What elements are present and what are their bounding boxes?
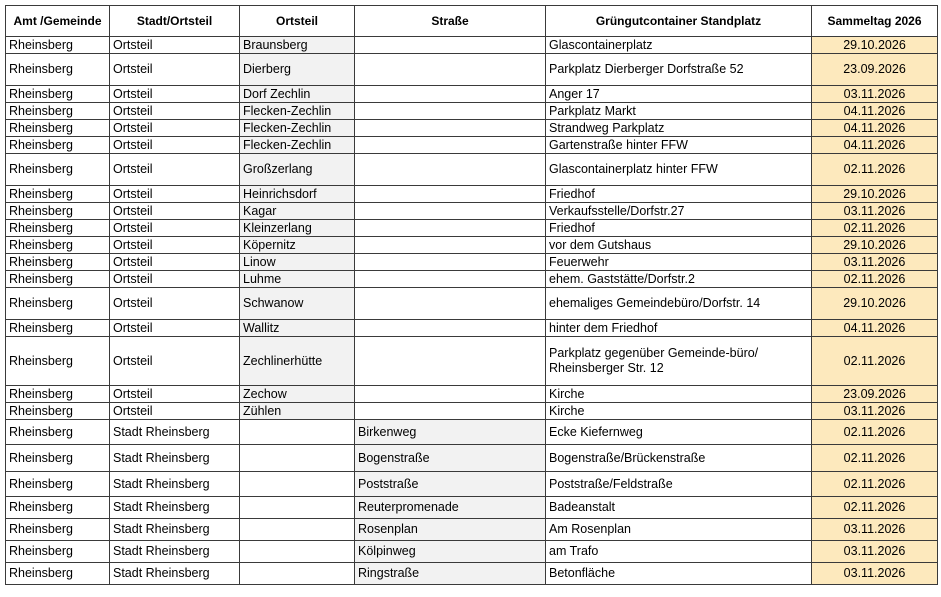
header-row: [6, 6, 938, 37]
cell-ortsteil: [240, 445, 355, 472]
cell-stadt-ortsteil: Ortsteil: [110, 186, 240, 203]
cell-ortsteil: Luhme: [240, 271, 355, 288]
cell-strasse: Poststraße: [355, 472, 546, 497]
cell-sammeltag: 02.11.2026: [812, 472, 938, 497]
cell-standplatz: Strandweg Parkplatz: [546, 120, 812, 137]
cell-standplatz: Betonfläche: [546, 563, 812, 585]
cell-stadt-ortsteil: Ortsteil: [110, 137, 240, 154]
cell-standplatz: Kirche: [546, 403, 812, 420]
table-body: [6, 37, 938, 585]
cell-strasse: [355, 137, 546, 154]
cell-strasse: [355, 237, 546, 254]
cell-stadt-ortsteil: Ortsteil: [110, 271, 240, 288]
cell-stadt-ortsteil: Ortsteil: [110, 203, 240, 220]
cell-stadt-ortsteil: Stadt Rheinsberg: [110, 472, 240, 497]
col-header-sammeltag: Sammeltag 2026: [812, 6, 938, 37]
cell-stadt-ortsteil: Ortsteil: [110, 237, 240, 254]
col-header-standplatz: Grüngutcontainer Standplatz: [546, 6, 812, 37]
cell-ortsteil: Flecken-Zechlin: [240, 120, 355, 137]
cell-stadt-ortsteil: Stadt Rheinsberg: [110, 541, 240, 563]
cell-ortsteil: [240, 497, 355, 519]
table-row: [6, 120, 938, 137]
cell-strasse: [355, 154, 546, 186]
cell-amt: Rheinsberg: [6, 254, 110, 271]
table-row: [6, 497, 938, 519]
cell-ortsteil: Großzerlang: [240, 154, 355, 186]
cell-amt: Rheinsberg: [6, 519, 110, 541]
cell-strasse: Rosenplan: [355, 519, 546, 541]
table-row: [6, 563, 938, 585]
table-row: [6, 254, 938, 271]
cell-sammeltag: 03.11.2026: [812, 203, 938, 220]
cell-amt: Rheinsberg: [6, 320, 110, 337]
cell-sammeltag: 03.11.2026: [812, 403, 938, 420]
cell-stadt-ortsteil: Ortsteil: [110, 54, 240, 86]
cell-sammeltag: 29.10.2026: [812, 237, 938, 254]
table-row: [6, 186, 938, 203]
cell-stadt-ortsteil: Ortsteil: [110, 403, 240, 420]
cell-sammeltag: 29.10.2026: [812, 186, 938, 203]
cell-amt: Rheinsberg: [6, 103, 110, 120]
cell-ortsteil: Köpernitz: [240, 237, 355, 254]
cell-ortsteil: Zechow: [240, 386, 355, 403]
cell-standplatz: Parkplatz gegenüber Gemeinde-büro/ Rheinsberger Str. 12: [546, 337, 812, 386]
cell-stadt-ortsteil: Ortsteil: [110, 120, 240, 137]
cell-ortsteil: [240, 541, 355, 563]
cell-sammeltag: 29.10.2026: [812, 37, 938, 54]
table-row: [6, 203, 938, 220]
cell-ortsteil: Flecken-Zechlin: [240, 137, 355, 154]
cell-ortsteil: Braunsberg: [240, 37, 355, 54]
cell-sammeltag: 02.11.2026: [812, 497, 938, 519]
cell-amt: Rheinsberg: [6, 220, 110, 237]
cell-stadt-ortsteil: Ortsteil: [110, 254, 240, 271]
cell-standplatz: Badeanstalt: [546, 497, 812, 519]
cell-strasse: [355, 386, 546, 403]
col-header-strasse: Straße: [355, 6, 546, 37]
cell-strasse: [355, 37, 546, 54]
cell-strasse: [355, 271, 546, 288]
cell-ortsteil: Wallitz: [240, 320, 355, 337]
cell-sammeltag: 23.09.2026: [812, 386, 938, 403]
cell-standplatz: Am Rosenplan: [546, 519, 812, 541]
cell-stadt-ortsteil: Ortsteil: [110, 37, 240, 54]
cell-standplatz: ehemaliges Gemeindebüro/Dorfstr. 14: [546, 288, 812, 320]
cell-amt: Rheinsberg: [6, 137, 110, 154]
cell-amt: Rheinsberg: [6, 271, 110, 288]
cell-standplatz: vor dem Gutshaus: [546, 237, 812, 254]
table-row: [6, 237, 938, 254]
cell-strasse: [355, 254, 546, 271]
cell-ortsteil: Zechlinerhütte: [240, 337, 355, 386]
cell-standplatz: Parkplatz Dierberger Dorfstraße 52: [546, 54, 812, 86]
cell-standplatz: Parkplatz Markt: [546, 103, 812, 120]
collection-schedule-table: [5, 5, 938, 585]
cell-strasse: Reuterpromenade: [355, 497, 546, 519]
cell-amt: Rheinsberg: [6, 154, 110, 186]
cell-sammeltag: 04.11.2026: [812, 103, 938, 120]
cell-stadt-ortsteil: Stadt Rheinsberg: [110, 519, 240, 541]
table-row: [6, 420, 938, 445]
cell-amt: Rheinsberg: [6, 186, 110, 203]
cell-stadt-ortsteil: Ortsteil: [110, 220, 240, 237]
cell-sammeltag: 03.11.2026: [812, 254, 938, 271]
cell-sammeltag: 04.11.2026: [812, 120, 938, 137]
cell-standplatz: Gartenstraße hinter FFW: [546, 137, 812, 154]
table-row: [6, 86, 938, 103]
cell-strasse: [355, 120, 546, 137]
cell-strasse: [355, 288, 546, 320]
cell-sammeltag: 02.11.2026: [812, 154, 938, 186]
cell-strasse: Birkenweg: [355, 420, 546, 445]
cell-ortsteil: Dorf Zechlin: [240, 86, 355, 103]
cell-amt: Rheinsberg: [6, 563, 110, 585]
cell-amt: Rheinsberg: [6, 420, 110, 445]
table-row: [6, 137, 938, 154]
cell-amt: Rheinsberg: [6, 403, 110, 420]
cell-ortsteil: Schwanow: [240, 288, 355, 320]
cell-stadt-ortsteil: Stadt Rheinsberg: [110, 497, 240, 519]
cell-strasse: [355, 186, 546, 203]
table-row: [6, 337, 938, 386]
cell-strasse: [355, 220, 546, 237]
cell-sammeltag: 02.11.2026: [812, 420, 938, 445]
cell-amt: Rheinsberg: [6, 54, 110, 86]
cell-sammeltag: 02.11.2026: [812, 337, 938, 386]
cell-stadt-ortsteil: Stadt Rheinsberg: [110, 420, 240, 445]
cell-strasse: Kölpinweg: [355, 541, 546, 563]
table-row: [6, 37, 938, 54]
table-row: [6, 541, 938, 563]
col-header-ortsteil: Ortsteil: [240, 6, 355, 37]
cell-sammeltag: 03.11.2026: [812, 519, 938, 541]
cell-amt: Rheinsberg: [6, 386, 110, 403]
cell-amt: Rheinsberg: [6, 472, 110, 497]
cell-sammeltag: 23.09.2026: [812, 54, 938, 86]
table-row: [6, 320, 938, 337]
cell-standplatz: hinter dem Friedhof: [546, 320, 812, 337]
cell-ortsteil: Zühlen: [240, 403, 355, 420]
cell-ortsteil: Kagar: [240, 203, 355, 220]
cell-standplatz: am Trafo: [546, 541, 812, 563]
table-row: [6, 220, 938, 237]
cell-standplatz: Friedhof: [546, 186, 812, 203]
cell-strasse: [355, 203, 546, 220]
cell-amt: Rheinsberg: [6, 541, 110, 563]
cell-standplatz: Ecke Kiefernweg: [546, 420, 812, 445]
cell-amt: Rheinsberg: [6, 288, 110, 320]
cell-amt: Rheinsberg: [6, 497, 110, 519]
cell-ortsteil: [240, 563, 355, 585]
table-row: [6, 445, 938, 472]
cell-amt: Rheinsberg: [6, 37, 110, 54]
cell-ortsteil: Heinrichsdorf: [240, 186, 355, 203]
cell-ortsteil: Flecken-Zechlin: [240, 103, 355, 120]
cell-standplatz: Bogenstraße/Brückenstraße: [546, 445, 812, 472]
cell-ortsteil: [240, 519, 355, 541]
cell-standplatz: Feuerwehr: [546, 254, 812, 271]
cell-stadt-ortsteil: Ortsteil: [110, 337, 240, 386]
cell-amt: Rheinsberg: [6, 120, 110, 137]
cell-amt: Rheinsberg: [6, 237, 110, 254]
cell-stadt-ortsteil: Ortsteil: [110, 320, 240, 337]
cell-standplatz: Anger 17: [546, 86, 812, 103]
table-row: [6, 271, 938, 288]
cell-sammeltag: 29.10.2026: [812, 288, 938, 320]
table-row: [6, 403, 938, 420]
cell-ortsteil: Linow: [240, 254, 355, 271]
cell-amt: Rheinsberg: [6, 445, 110, 472]
cell-stadt-ortsteil: Ortsteil: [110, 386, 240, 403]
col-header-amt: Amt /Gemeinde: [6, 6, 110, 37]
cell-sammeltag: 02.11.2026: [812, 220, 938, 237]
cell-strasse: Ringstraße: [355, 563, 546, 585]
cell-sammeltag: 04.11.2026: [812, 320, 938, 337]
cell-sammeltag: 03.11.2026: [812, 563, 938, 585]
table-row: [6, 472, 938, 497]
cell-ortsteil: [240, 472, 355, 497]
cell-stadt-ortsteil: Ortsteil: [110, 288, 240, 320]
col-header-stadt-ortsteil: Stadt/Ortsteil: [110, 6, 240, 37]
cell-sammeltag: 04.11.2026: [812, 137, 938, 154]
cell-sammeltag: 03.11.2026: [812, 86, 938, 103]
cell-standplatz: Glascontainerplatz: [546, 37, 812, 54]
table-row: [6, 386, 938, 403]
cell-amt: Rheinsberg: [6, 86, 110, 103]
table-row: [6, 519, 938, 541]
cell-strasse: [355, 86, 546, 103]
cell-standplatz: Poststraße/Feldstraße: [546, 472, 812, 497]
cell-standplatz: ehem. Gaststätte/Dorfstr.2: [546, 271, 812, 288]
cell-ortsteil: [240, 420, 355, 445]
cell-strasse: [355, 103, 546, 120]
cell-stadt-ortsteil: Stadt Rheinsberg: [110, 445, 240, 472]
table-row: [6, 288, 938, 320]
table-row: [6, 154, 938, 186]
cell-strasse: [355, 403, 546, 420]
cell-amt: Rheinsberg: [6, 337, 110, 386]
cell-stadt-ortsteil: Stadt Rheinsberg: [110, 563, 240, 585]
cell-sammeltag: 02.11.2026: [812, 445, 938, 472]
cell-sammeltag: 02.11.2026: [812, 271, 938, 288]
cell-stadt-ortsteil: Ortsteil: [110, 103, 240, 120]
cell-ortsteil: Kleinzerlang: [240, 220, 355, 237]
cell-strasse: [355, 320, 546, 337]
table-row: [6, 103, 938, 120]
cell-standplatz: Friedhof: [546, 220, 812, 237]
cell-standplatz: Glascontainerplatz hinter FFW: [546, 154, 812, 186]
cell-standplatz: Verkaufsstelle/Dorfstr.27: [546, 203, 812, 220]
cell-strasse: [355, 337, 546, 386]
cell-sammeltag: 03.11.2026: [812, 541, 938, 563]
cell-strasse: [355, 54, 546, 86]
cell-strasse: Bogenstraße: [355, 445, 546, 472]
cell-stadt-ortsteil: Ortsteil: [110, 86, 240, 103]
table-row: [6, 54, 938, 86]
cell-amt: Rheinsberg: [6, 203, 110, 220]
cell-ortsteil: Dierberg: [240, 54, 355, 86]
cell-standplatz: Kirche: [546, 386, 812, 403]
cell-stadt-ortsteil: Ortsteil: [110, 154, 240, 186]
